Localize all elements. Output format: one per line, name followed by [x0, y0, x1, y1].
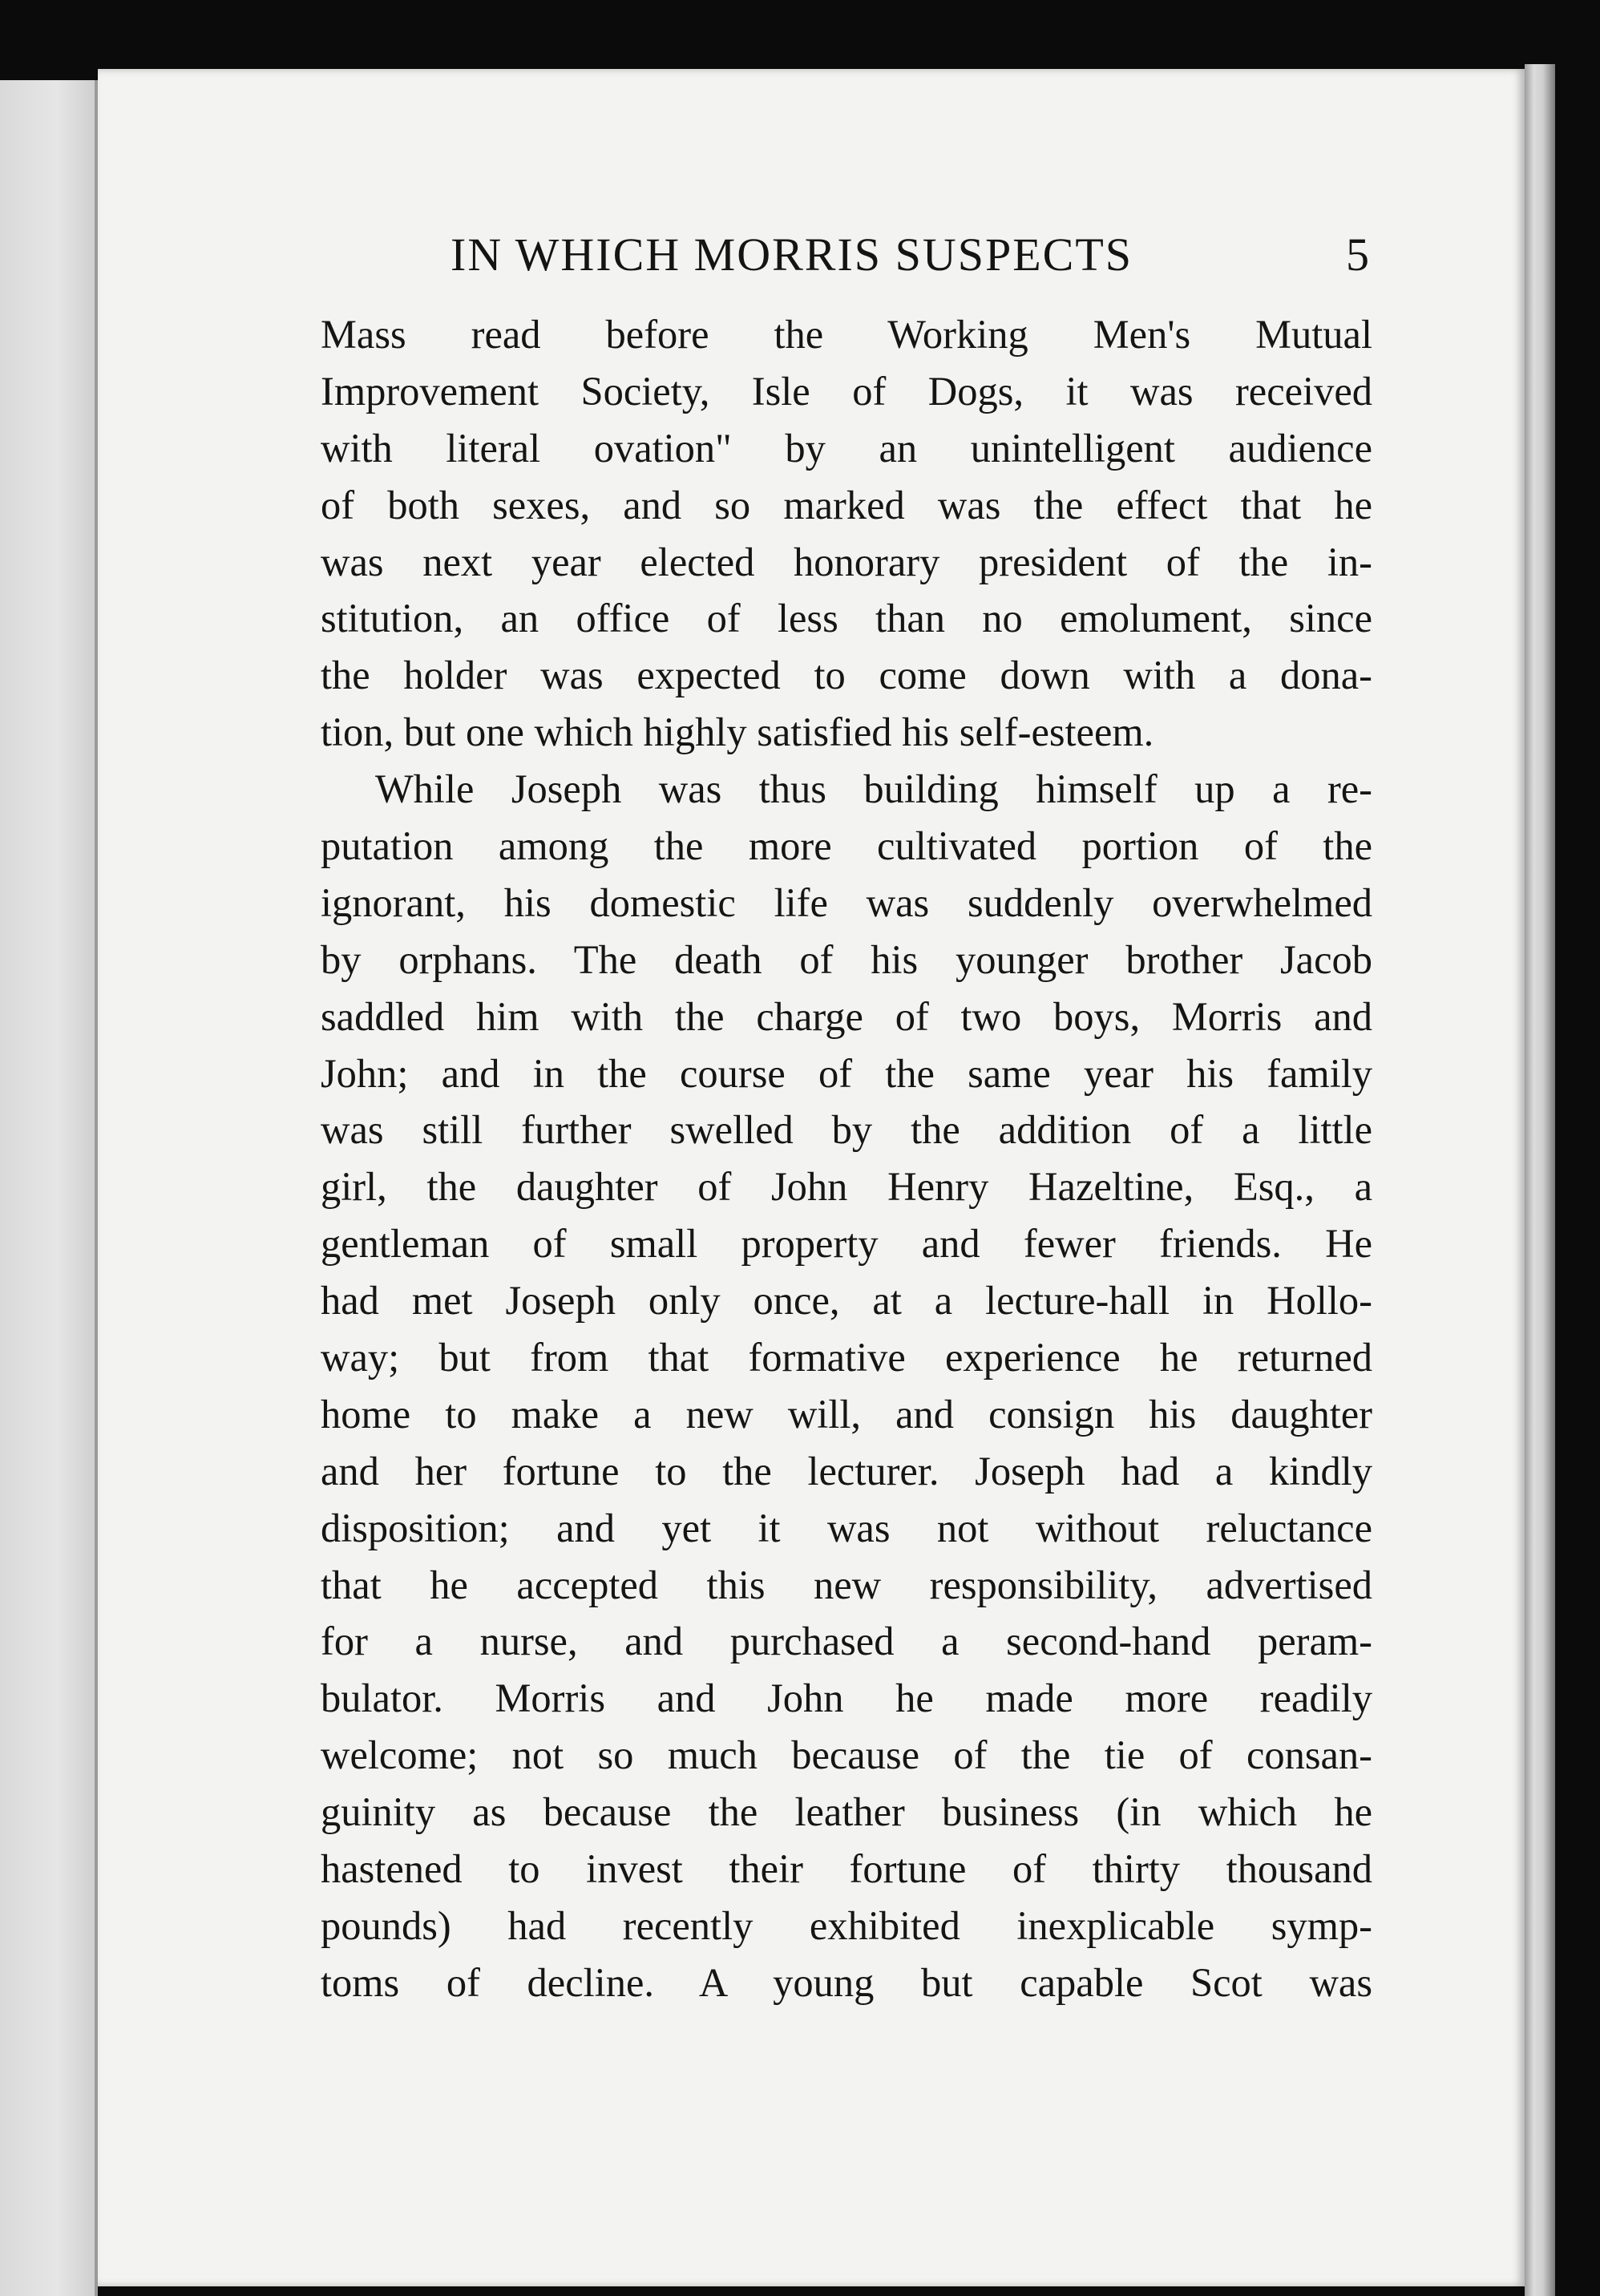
- left-page-edge: [0, 80, 98, 2296]
- running-head-title: IN WHICH MORRIS SUSPECTS: [451, 228, 1133, 281]
- text-line: pounds) had recently exhibited inexplicable symp-: [321, 1902, 1372, 1948]
- text-line: that he accepted this new responsibility, advertised: [321, 1562, 1372, 1607]
- text-line: toms of decline. A young but capable Scot was: [321, 1959, 1372, 2005]
- text-line: John; and in the course of the same year his family: [321, 1050, 1372, 1096]
- page-right-edge: [1525, 64, 1555, 2296]
- text-line: girl, the daughter of John Henry Hazeltine, Esq., a: [321, 1164, 1372, 1210]
- text-line: tion, but one which highly satisfied his self-esteem.: [321, 709, 1154, 755]
- body-text: [321, 306, 1372, 2011]
- text-line: ignorant, his domestic life was suddenly overwhelmed: [321, 879, 1372, 925]
- text-line: While Joseph was thus building himself up a re-: [375, 766, 1372, 812]
- text-line: and her fortune to the lecturer. Joseph had a kindly: [321, 1448, 1372, 1494]
- text-line: bulator. Morris and John he made more readily: [321, 1676, 1372, 1721]
- text-line: of both sexes, and so marked was the effect that he: [321, 482, 1372, 528]
- text-line: Mass read before the Working Men's Mutual: [321, 312, 1372, 357]
- text-line: putation among the more cultivated portion of the: [321, 823, 1372, 869]
- text-line: was still further swelled by the addition of a little: [321, 1107, 1372, 1153]
- text-line: was next year elected honorary president of the in-: [321, 539, 1372, 584]
- text-line: disposition; and yet it was not without reluctance: [321, 1505, 1372, 1550]
- running-head: [314, 228, 1371, 285]
- text-line: with literal ovation" by an unintelligent audience: [321, 425, 1372, 471]
- text-line: home to make a new will, and consign his daughter: [321, 1391, 1372, 1437]
- text-line: hastened to invest their fortune of thirty thousand: [321, 1846, 1372, 1892]
- text-line: had met Joseph only once, at a lecture-hall in Hollo-: [321, 1278, 1372, 1324]
- text-line: stitution, an office of less than no emolument, since: [321, 596, 1372, 641]
- text-line: saddled him with the charge of two boys, Morris and: [321, 993, 1372, 1039]
- text-line: by orphans. The death of his younger brother Jacob: [321, 936, 1372, 982]
- text-line: welcome; not so much because of the tie of consan-: [321, 1732, 1372, 1778]
- text-line: Improvement Society, Isle of Dogs, it was received: [321, 368, 1372, 414]
- text-line: the holder was expected to come down with a dona-: [321, 653, 1372, 698]
- text-line: for a nurse, and purchased a second-hand peram-: [321, 1619, 1372, 1664]
- text-line: guinity as because the leather business (in which he: [321, 1789, 1372, 1835]
- text-line: way; but from that formative experience he returned: [321, 1335, 1372, 1380]
- text-line: gentleman of small property and fewer friends. He: [321, 1221, 1372, 1267]
- page-number: 5: [1346, 228, 1371, 281]
